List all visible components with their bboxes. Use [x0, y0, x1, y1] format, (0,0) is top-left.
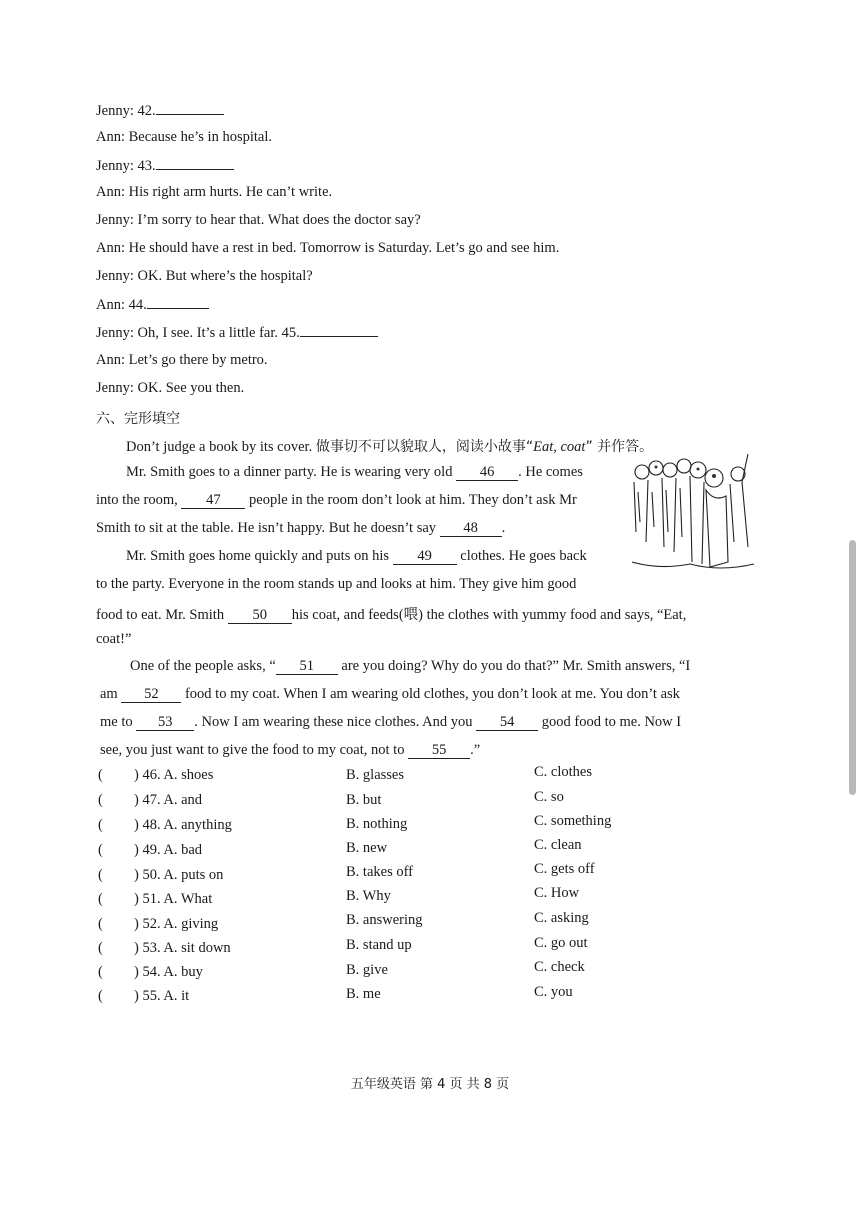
passage-text: to the party. Everyone in the room stands up and looks at him. They give him good — [96, 576, 577, 592]
passage-text: am — [100, 686, 118, 702]
option-b[interactable]: B. Why — [346, 888, 391, 904]
passage-line — [130, 658, 690, 675]
passage-text: me to — [100, 714, 133, 730]
option-a[interactable]: ) 46. A. shoes — [134, 767, 214, 783]
dialogue-line: Jenny: I’m sorry to hear that. What does the doctor say? — [96, 212, 421, 228]
dialogue-text: 42. — [137, 103, 156, 119]
blank-50[interactable]: 50 — [228, 608, 292, 624]
dialogue-text: OK. See you then. — [137, 380, 245, 396]
option-a[interactable]: ) 53. A. sit down — [134, 940, 231, 956]
option-b[interactable]: B. me — [346, 986, 381, 1002]
dialogue-text: OK. But where’s the hospital? — [137, 268, 313, 284]
blank-46[interactable]: 46 — [456, 465, 518, 481]
answer-paren[interactable]: ( — [98, 891, 103, 907]
option-c[interactable]: C. so — [534, 789, 564, 805]
speaker: Ann — [96, 297, 121, 313]
speaker: Jenny — [96, 380, 130, 396]
blank-54[interactable]: 54 — [476, 715, 538, 731]
passage-line — [126, 548, 587, 565]
blank-55[interactable]: 55 — [408, 743, 470, 759]
intro-chinese: 做事切不可以貌取人，阅读小故事“ — [315, 439, 534, 455]
option-b[interactable]: B. but — [346, 792, 382, 808]
dialogue-text: 43. — [137, 158, 156, 174]
passage-line — [126, 464, 583, 481]
passage-line — [96, 576, 576, 593]
crowd-illustration — [630, 452, 755, 577]
passage-line — [96, 492, 577, 509]
passage-line — [100, 686, 680, 703]
passage-text: into the room, — [96, 492, 178, 508]
story-title: Eat, coat — [533, 439, 586, 455]
passage-line — [96, 631, 131, 648]
speaker: Jenny — [96, 268, 130, 284]
dialogue-line: Jenny: 42. — [96, 102, 224, 120]
intro-line — [126, 436, 653, 456]
passage-text: clothes. He goes back — [460, 548, 587, 564]
option-b[interactable]: B. stand up — [346, 937, 412, 953]
section-title: 六、完形填空 — [96, 411, 180, 427]
option-a[interactable]: ) 52. A. giving — [134, 916, 219, 932]
passage-text: his coat, and feeds(喂) the clothes with yummy food and says, “Eat, — [291, 607, 687, 623]
dialogue-text: 44. — [128, 297, 147, 313]
dialogue-text: Let’s go there by metro. — [128, 352, 268, 368]
passage-line — [100, 742, 480, 759]
passage-text: . Now I am wearing these nice clothes. And you — [194, 714, 473, 730]
passage-line — [100, 714, 681, 731]
speaker: Jenny — [96, 158, 130, 174]
answer-paren[interactable]: ( — [98, 817, 103, 833]
scrollbar-thumb[interactable] — [849, 540, 856, 795]
speaker: Jenny — [96, 325, 130, 341]
option-a[interactable]: ) 47. A. and — [134, 792, 203, 808]
option-a[interactable]: ) 54. A. buy — [134, 964, 203, 980]
dialogue-line: Jenny: OK. But where’s the hospital? — [96, 268, 313, 284]
passage-text: coat!” — [96, 631, 132, 647]
dialogue-text: I’m sorry to hear that. What does the doctor say? — [137, 212, 421, 228]
dialogue-line: Ann: Because he’s in hospital. — [96, 129, 272, 145]
dialogue-text: Oh, I see. It’s a little far. 45. — [137, 325, 300, 341]
option-c[interactable]: C. asking — [534, 910, 589, 926]
dialogue-text: He should have a rest in bed. Tomorrow is Saturday. Let’s go and see him. — [128, 240, 560, 256]
option-b[interactable]: B. give — [346, 962, 388, 978]
passage-line — [96, 520, 505, 537]
blank-48[interactable]: 48 — [440, 521, 502, 537]
passage-text: . — [501, 520, 506, 536]
dialogue-line: Jenny: 43. — [96, 157, 234, 175]
blank-51[interactable]: 51 — [276, 659, 338, 675]
option-c[interactable]: C. something — [534, 813, 612, 829]
speaker: Jenny — [96, 212, 130, 228]
passage-text: One of the people asks, “ — [130, 658, 276, 674]
dialogue-line: Ann: He should have a rest in bed. Tomorrow is Saturday. Let’s go and see him. — [96, 240, 560, 256]
option-a[interactable]: ) 48. A. anything — [134, 817, 232, 833]
answer-blank[interactable] — [147, 296, 209, 309]
blank-52[interactable]: 52 — [121, 687, 181, 703]
speaker: Ann — [96, 184, 121, 200]
speaker: Ann — [96, 240, 121, 256]
answer-paren[interactable]: ( — [98, 792, 103, 808]
blank-53[interactable]: 53 — [136, 715, 194, 731]
blank-47[interactable]: 47 — [181, 493, 245, 509]
option-a[interactable]: ) 55. A. it — [134, 988, 190, 1004]
option-c[interactable]: C. clean — [534, 837, 582, 853]
option-c[interactable]: C. How — [534, 885, 580, 901]
passage-text: people in the room don’t look at him. They don’t ask Mr — [249, 492, 577, 508]
option-c[interactable]: C. check — [534, 959, 585, 975]
answer-paren[interactable]: ( — [98, 867, 103, 883]
option-a[interactable]: ) 49. A. bad — [134, 842, 203, 858]
passage-line — [96, 603, 686, 624]
dialogue-line: Ann: His right arm hurts. He can’t write. — [96, 184, 333, 200]
passage-text: Smith to sit at the table. He isn’t happy. But he doesn’t say — [96, 520, 437, 536]
dialogue-line: Ann: 44. — [96, 296, 209, 314]
speaker: Ann — [96, 352, 121, 368]
option-c[interactable]: C. gets off — [534, 861, 595, 877]
passage-text: are you doing? Why do you do that?” Mr. Smith answers, “I — [341, 658, 691, 674]
intro-chinese-end: ” 并作答。 — [585, 439, 654, 455]
answer-blank[interactable] — [156, 157, 234, 170]
passage-text: Mr. Smith goes to a dinner party. He is wearing very old — [126, 464, 453, 480]
option-b[interactable]: B. nothing — [346, 816, 408, 832]
option-b[interactable]: B. glasses — [346, 767, 404, 783]
blank-49[interactable]: 49 — [393, 549, 457, 565]
dialogue-text: Because he’s in hospital. — [128, 129, 272, 145]
answer-paren[interactable]: ( — [98, 964, 103, 980]
page-footer: 五年级英语 第 4 页 共 8 页 — [350, 1077, 510, 1092]
option-c[interactable]: C. clothes — [534, 764, 592, 780]
option-c[interactable]: C. go out — [534, 935, 588, 951]
passage-text: food to my coat. When I am wearing old clothes, you don’t look at me. You don’t ask — [184, 686, 680, 702]
option-b[interactable]: B. new — [346, 840, 388, 856]
option-b[interactable]: B. answering — [346, 912, 423, 928]
dialogue-line: Ann: Let’s go there by metro. — [96, 352, 268, 368]
option-a[interactable]: ) 50. A. puts on — [134, 867, 224, 883]
answer-paren[interactable]: ( — [98, 767, 103, 783]
intro-english: Don’t judge a book by its cover. — [126, 439, 313, 455]
option-a[interactable]: ) 51. A. What — [134, 891, 213, 907]
speaker: Ann — [96, 129, 121, 145]
passage-text: Mr. Smith goes home quickly and puts on his — [126, 548, 390, 564]
answer-paren[interactable]: ( — [98, 842, 103, 858]
passage-text: . He comes — [518, 464, 583, 480]
speaker: Jenny — [96, 103, 130, 119]
answer-paren[interactable]: ( — [98, 916, 103, 932]
passage-text: see, you just want to give the food to my coat, not to — [100, 742, 405, 758]
dialogue-line: Jenny: Oh, I see. It’s a little far. 45. — [96, 324, 378, 342]
answer-blank[interactable] — [300, 324, 378, 337]
passage-text: good food to me. Now I — [541, 714, 682, 730]
passage-text: food to eat. Mr. Smith — [96, 607, 225, 623]
option-b[interactable]: B. takes off — [346, 864, 413, 880]
passage-text: .” — [470, 742, 481, 758]
option-c[interactable]: C. you — [534, 984, 573, 1000]
dialogue-line: Jenny: OK. See you then. — [96, 380, 245, 396]
answer-paren[interactable]: ( — [98, 940, 103, 956]
answer-blank[interactable] — [156, 102, 224, 115]
dialogue-text: His right arm hurts. He can’t write. — [128, 184, 333, 200]
answer-paren[interactable]: ( — [98, 988, 103, 1004]
